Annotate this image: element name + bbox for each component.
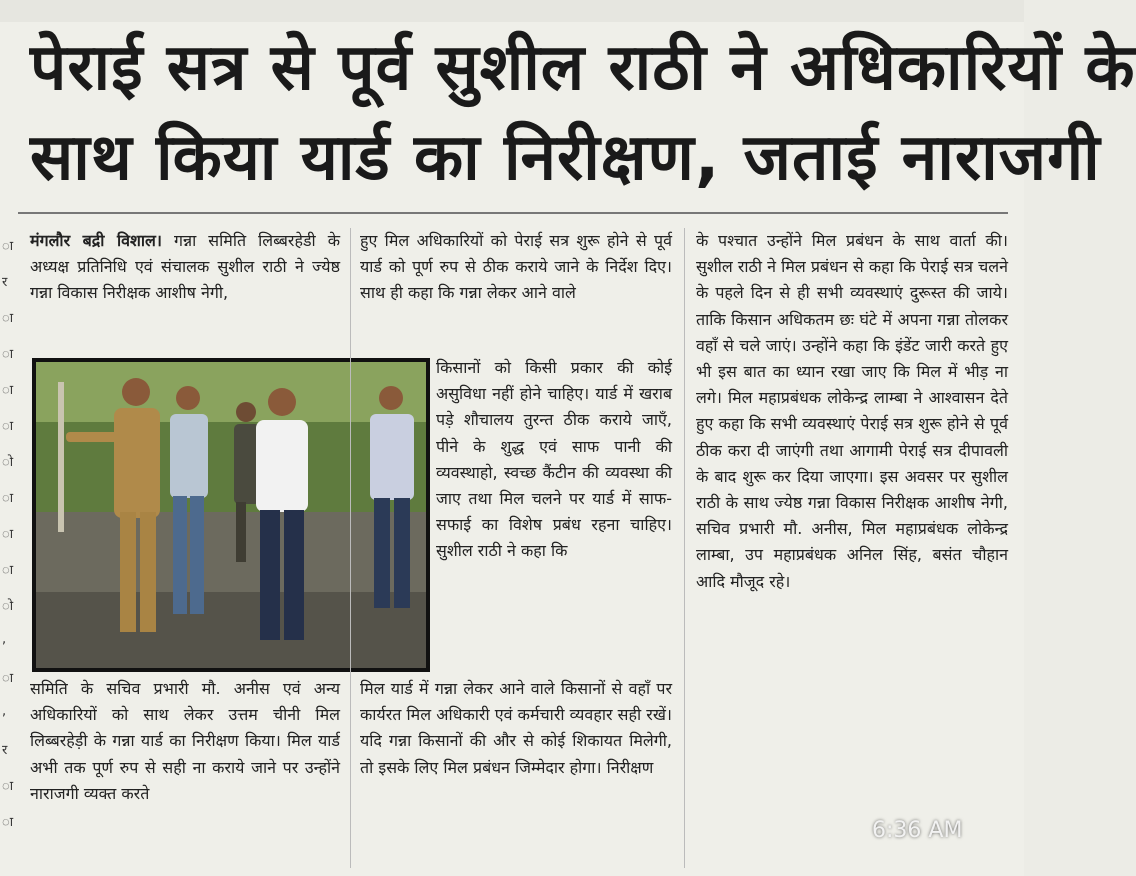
edge-glyph: ा (2, 563, 14, 578)
edge-glyph: ा (2, 671, 14, 686)
photo-illustration (36, 362, 426, 668)
column-2-side-text: किसानों को किसी प्रकार की कोई असुविधा नहीं होने चाहिए। यार्ड में खराब पड़े शौचालय तुरन्त ठीक कराये जाएँ, पीने के शुद्ध एवं साफ पानी की व्यवस्थाहो, स्वच्छ कैंटीन की व्यवस्था की जाए तथा मिल चलने पर यार्ड में साफ-सफाई का विशेष प्रबंध रहना चाहिए। सुशील राठी ने कहा कि (436, 358, 672, 561)
edge-glyph: ो (2, 455, 14, 470)
edge-glyph: ा (2, 779, 14, 794)
column-3-text: के पश्चात उन्होंने मिल प्रबंधन के साथ वार्ता की। सुशील राठी ने मिल प्रबंधन से कहा कि पेराई सत्र चलने के पहले दिन से ही सभी व्यवस्थाएं दुरूस्त की जाये। ताकि किसान अधिकतम छः घंटे में अपना गन्ना तोलकर वहाँ से चले जाएं। उन्होंने कहा कि इंडेंट जारी करते हुए भी इस बात का ध्यान रखा जाए कि मिल में भीड़ ना लगे। मिल महाप्रबंधक लोकेन्द्र लाम्बा ने आश्वासन देते हुए कहा कि सभी व्यवस्थाएं पेराई सत्र शुरू होने से पूर्व ठीक करा दी जाएंगी तथा आगामी पेराई सत्र दीपावली के बाद शुरू कर दिया जाएगा। इस अवसर पर सुशील राठी के साथ ज्येष्ठ गन्ना विकास निरीक्षक आशीष नेगी, सचिव प्रभारी मौ. अनीस, मिल महाप्रबंधक लोकेन्द्र लाम्बा, उप महाप्रबंधक अनिल सिंह, बसंत चौहान आदि मौजूद रहे। (696, 231, 1008, 591)
edge-glyph: ो (2, 599, 14, 614)
article-column-3 (696, 228, 1008, 595)
left-edge-cropped-column (0, 222, 20, 876)
article-column-1-bottom (30, 676, 340, 807)
edge-glyph: ा (2, 347, 14, 362)
edge-glyph: , (2, 704, 7, 719)
article-column-2-bottom (360, 676, 672, 781)
dateline: मंगलौर बद्री विशाल। (30, 231, 162, 250)
top-cropped-strip (0, 0, 1024, 22)
headline-rule (18, 212, 1008, 214)
edge-glyph: ा (2, 383, 14, 398)
edge-glyph: ा (2, 491, 14, 506)
news-photo (32, 358, 430, 672)
edge-glyph: ा (2, 527, 14, 542)
headline-line-1: पेराई सत्र से पूर्व सुशील राठी ने अधिकारियों के (30, 31, 1136, 105)
edge-glyph: र (2, 743, 8, 758)
headline-line-2: साथ किया यार्ड का निरीक्षण, जताई नाराजगी (30, 121, 1101, 195)
edge-glyph: , (2, 632, 7, 647)
column-1-top-text: गन्ना समिति लिब्बरहेडी के अध्यक्ष प्रतिनिधि एवं संचालक सुशील राठी ने ज्येष्ठ गन्ना विकास निरीक्षक आशीष नेगी, (30, 231, 340, 303)
edge-glyph: ा (2, 239, 14, 254)
article-column-2-beside-photo (436, 355, 672, 565)
column-2-bottom-text: मिल यार्ड में गन्ना लेकर आने वाले किसानों से वहाँ पर कार्यरत मिल अधिकारी एवं कर्मचारी व्यवहार सही रखें। यदि गन्ना किसानों की और से कोई शिकायत मिलेगी, तो इसके लिए मिल प्रबंधन जिम्मेदार होगा। निरीक्षण (360, 679, 672, 777)
article-column-2-top (360, 228, 672, 307)
article-column-1-top (30, 228, 340, 307)
screenshot-timestamp: 6:36 AM (872, 818, 963, 843)
column-divider-2 (684, 228, 685, 868)
edge-glyph: ा (2, 419, 14, 434)
edge-glyph: ा (2, 311, 14, 326)
edge-glyph: र (2, 275, 8, 290)
edge-glyph: ा (2, 815, 14, 830)
column-divider-1 (350, 228, 351, 868)
column-2-top-text: हुए मिल अधिकारियों को पेराई सत्र शुरू होने से पूर्व यार्ड को पूर्ण रुप से ठीक कराये जाने के निर्देश दिए। साथ ही कहा कि गन्ना लेकर आने वाले (360, 231, 672, 303)
column-1-bottom-text: समिति के सचिव प्रभारी मौ. अनीस एवं अन्य अधिकारियों को साथ लेकर उत्तम चीनी मिल लिब्बरहेड़ी के गन्ना यार्ड का निरीक्षण किया। मिल यार्ड अभी तक पूर्ण रुप से सही ना कराये जाने पर उन्होंने नाराजगी व्यक्त करते (30, 679, 340, 803)
